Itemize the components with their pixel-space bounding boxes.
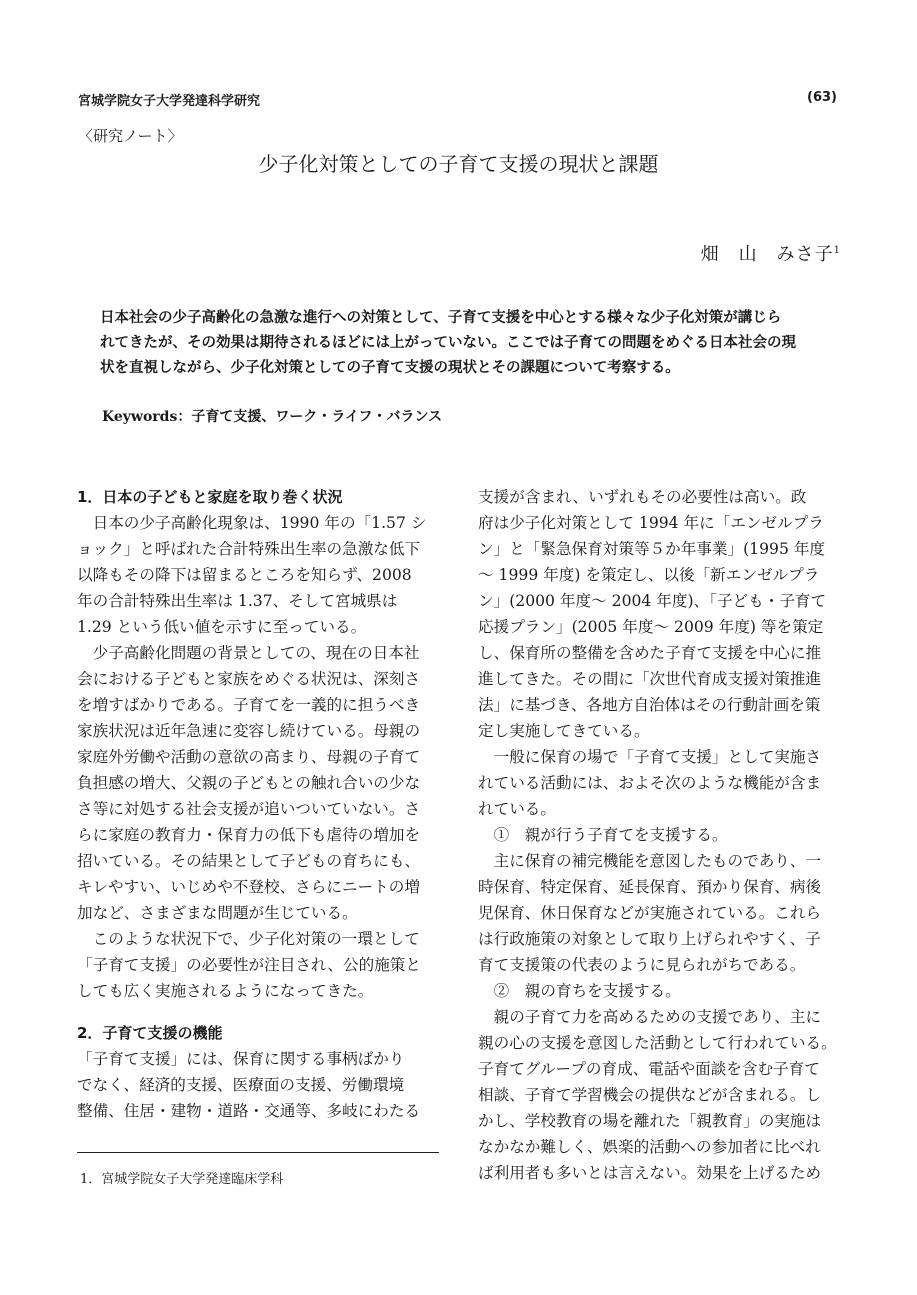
body-line: ① 親が行う子育てを支援する。: [478, 826, 728, 844]
body-line: 日本の少子高齢化現象は、1990 年の「1.57 シ: [77, 514, 427, 532]
body-line: 親の心の支援を意図した活動として行われている。: [478, 1034, 837, 1052]
body-line: 定し実施してきている。: [478, 722, 650, 740]
author-name: 畑 山 みさ子: [700, 244, 834, 265]
footnote: 1．宮城学院女子大学発達臨床学科: [80, 1172, 284, 1187]
body-line: 応援プラン」(2005 年度～ 2009 年度) 等を策定: [478, 618, 824, 636]
body-line: 少子高齢化問題の背景としての、現在の日本社: [77, 644, 420, 662]
body-line: 法」に基づき、各地方自治体はその行動計画を策: [478, 696, 821, 714]
body-line: 時保育、特定保育、延長保育、預かり保育、病後: [478, 878, 822, 896]
body-line: 「子育て支援」には、保育に関する事柄ばかり: [77, 1050, 405, 1068]
body-line: ン」(2000 年度～ 2004 年度)、「子ども・子育て: [478, 592, 827, 610]
abstract-line: 日本社会の少子高齢化の急激な進行への対策として、子育て支援を中心とする様々な少子化対策が講じら: [100, 309, 782, 326]
body-line: 招いている。その結果として子どもの育ちにも、: [77, 852, 421, 870]
body-line: 相談、子育て学習機会の提供などが含まれる。し: [478, 1086, 822, 1104]
section-heading: 1．日本の子どもと家庭を取り巻く状況: [77, 488, 343, 506]
section-gap: [77, 1004, 439, 1020]
body-line: 家族状況は近年急速に変容し続けている。母親の: [77, 722, 421, 740]
body-line: 子育てグループの育成、電話や面談を含む子育て: [478, 1060, 820, 1078]
note-label: 〈研究ノート〉: [78, 127, 183, 145]
body-line: を増すばかりである。子育てを一義的に担うべき: [77, 696, 421, 714]
body-line: ～ 1999 年度) を策定し、以後「新エンゼルプラ: [478, 566, 820, 584]
author-mark: 1: [833, 245, 841, 256]
abstract-line: 状を直視しながら、少子化対策としての子育て支援の現状とその課題について考察する。: [100, 359, 680, 376]
body-line: 「子育て支援」の必要性が注目され、公的施策と: [77, 956, 421, 974]
body-line: れている活動には、およそ次のような機能が含ま: [478, 774, 822, 792]
author: [701, 240, 841, 266]
paper-title: 少子化対策としての子育て支援の現状と課題: [258, 152, 659, 176]
body-line: 一般に保育の場で「子育て支援」として実施さ: [478, 748, 822, 766]
body-line: 支援が含まれ、いずれもその必要性は高い。政: [478, 488, 807, 506]
abstract: [100, 305, 820, 380]
body-line: キレやすい、いじめや不登校、さらにニートの増: [77, 878, 420, 896]
body-line: 整備、住居・建物・道路・交通等、多岐にわたる: [77, 1102, 421, 1120]
body-line: は行政施策の対象として取り上げられやすく、子: [478, 930, 821, 948]
body-line: 児保育、休日保育などが実施されている。これら: [478, 904, 822, 922]
body-line: でなく、経済的支援、医療面の支援、労働環境: [77, 1076, 405, 1094]
section-heading: 2．子育て支援の機能: [77, 1024, 223, 1042]
body-line: し、保育所の整備を含めた子育て支援を中心に推: [478, 644, 822, 662]
body-line: 進してきた。その間に「次世代育成支援対策推進: [478, 670, 822, 688]
keywords: Keywords：子育て支援、ワーク・ライフ・バランス: [102, 409, 443, 425]
body-line: ば利用者も多いとは言えない。効果を上げるため: [478, 1164, 822, 1182]
body-line: 府は少子化対策として 1994 年に「エンゼルプラ: [478, 514, 824, 532]
right-column: [478, 484, 840, 1186]
body-line: ② 親の育ちを支援する。: [478, 982, 681, 1000]
body-line: 会における子どもと家族をめぐる状況は、深刻さ: [77, 670, 421, 688]
body-line: さ等に対処する社会支援が追いついていない。さ: [77, 800, 421, 818]
body-line: れている。: [478, 800, 556, 818]
body-line: このような状況下で、少子化対策の一環として: [77, 930, 420, 948]
body-line: かし、学校教育の場を離れた「親教育」の実施は: [478, 1112, 822, 1130]
body-line: 1.29 という低い値を示すに至っている。: [77, 618, 367, 636]
body-line: らに家庭の教育力・保育力の低下も虐待の増加を: [77, 826, 421, 844]
body-line: 育て支援策の代表のように見られがちである。: [478, 956, 806, 974]
body-line: ョック」と呼ばれた合計特殊出生率の急激な低下: [77, 540, 421, 558]
page-number: (63): [807, 90, 837, 105]
body-line: 負担感の増大、父親の子どもとの触れ合いの少な: [77, 774, 421, 792]
body-line: しても広く実施されるようになってきた。: [77, 982, 374, 1000]
body-line: 年の合計特殊出生率は 1.37、そして宮城県は: [77, 592, 398, 610]
abstract-line: れてきたが、その効果は期待されるほどには上がっていない。ここでは子育ての問題をめぐる日本社会の現: [100, 334, 796, 351]
body-line: 親の子育て力を高めるための支援であり、主に: [478, 1008, 822, 1026]
body-line: 主に保育の補完機能を意図したものであり、一: [478, 852, 822, 870]
footnote-rule: [77, 1152, 439, 1153]
left-column: [77, 484, 439, 1124]
body-line: ン」と「緊急保育対策等５か年事業」(1995 年度: [478, 540, 826, 558]
body-line: 家庭外労働や活動の意欲の高まり、母親の子育て: [77, 748, 421, 766]
body-line: 加など、さまざまな問題が生じている。: [77, 904, 358, 922]
journal-name: 宮城学院女子大学発達科学研究: [78, 94, 261, 109]
body-line: 以降もその降下は留まるところを知らず、2008: [77, 566, 412, 584]
body-line: なかなか難しく、娯楽的活動への参加者に比べれ: [478, 1138, 821, 1156]
